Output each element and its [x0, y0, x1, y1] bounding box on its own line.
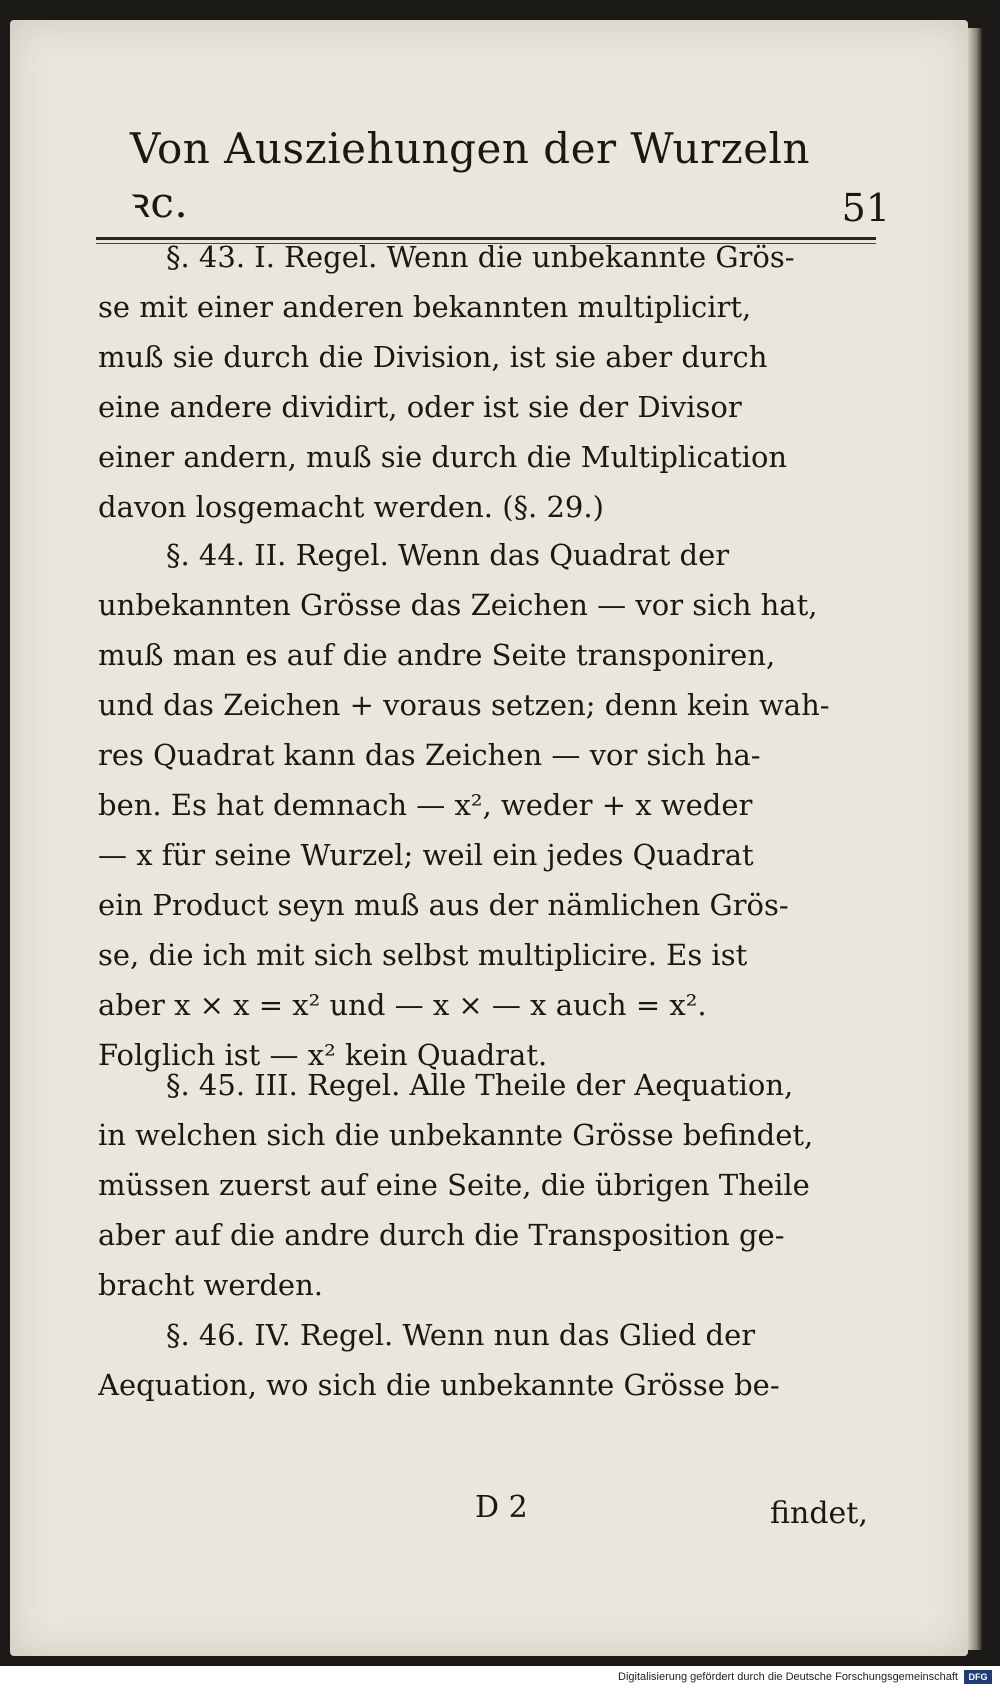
- dfg-credit-text: Digitalisierung gefördert durch die Deutsche Forschungsgemeinschaft: [618, 1670, 958, 1683]
- text-line: §. 44. II. Regel. Wenn das Quadrat der: [166, 538, 730, 572]
- text-line: aber auf die andre durch die Transposition ge-: [98, 1218, 785, 1252]
- text-line: ben. Es hat demnach — x², weder + x weder: [98, 788, 753, 822]
- text-line: eine andere dividirt, oder ist sie der Divisor: [98, 390, 742, 424]
- text-line: muß sie durch die Division, ist sie aber durch: [98, 340, 768, 374]
- text-line: §. 46. IV. Regel. Wenn nun das Glied der: [166, 1318, 756, 1352]
- paragraph-46: [98, 1310, 878, 1410]
- signature-mark: D 2: [475, 1490, 528, 1525]
- paragraph-45: [98, 1060, 878, 1310]
- text-line: — x für seine Wurzel; weil ein jedes Quadrat: [98, 838, 754, 872]
- text-line: einer andern, muß sie durch die Multiplication: [98, 440, 788, 474]
- page-edge: [968, 28, 982, 1650]
- running-title: Von Ausziehungen der Wurzeln ꝛc.: [130, 124, 811, 227]
- text-line: Aequation, wo sich die unbekannte Grösse be-: [98, 1368, 780, 1402]
- running-header: [130, 124, 890, 230]
- paragraph-43: [98, 232, 878, 532]
- text-line: müssen zuerst auf eine Seite, die übrigen Theile: [98, 1168, 810, 1202]
- text-line: §. 45. III. Regel. Alle Theile der Aequation,: [166, 1068, 794, 1102]
- paragraph-44: [98, 530, 878, 1080]
- text-line: muß man es auf die andre Seite transponiren,: [98, 638, 776, 672]
- text-line: und das Zeichen + voraus setzen; denn kein wah-: [98, 688, 830, 722]
- page-footer: [10, 1490, 968, 1540]
- dfg-logo-icon: DFG: [964, 1670, 992, 1684]
- page-number: 51: [841, 186, 890, 230]
- text-line: bracht werden.: [98, 1268, 323, 1302]
- text-line: se, die ich mit sich selbst multiplicire. Es ist: [98, 938, 748, 972]
- dfg-credit-bar: [0, 1666, 1000, 1687]
- text-line: aber x × x = x² und — x × — x auch = x².: [98, 988, 707, 1022]
- text-line: in welchen sich die unbekannte Grösse befindet,: [98, 1118, 814, 1152]
- text-line: res Quadrat kann das Zeichen — vor sich ha-: [98, 738, 761, 772]
- catchword: findet,: [770, 1496, 868, 1531]
- text-line: Folglich ist — x² kein Quadrat.: [98, 1038, 548, 1072]
- text-line: ein Product seyn muß aus der nämlichen Grös-: [98, 888, 789, 922]
- text-line: §. 43. I. Regel. Wenn die unbekannte Grös-: [166, 240, 795, 274]
- text-line: unbekannten Grösse das Zeichen — vor sich hat,: [98, 588, 818, 622]
- text-line: davon losgemacht werden. (§. 29.): [98, 490, 604, 524]
- text-line: se mit einer anderen bekannten multiplicirt,: [98, 290, 752, 324]
- book-page: [10, 20, 968, 1656]
